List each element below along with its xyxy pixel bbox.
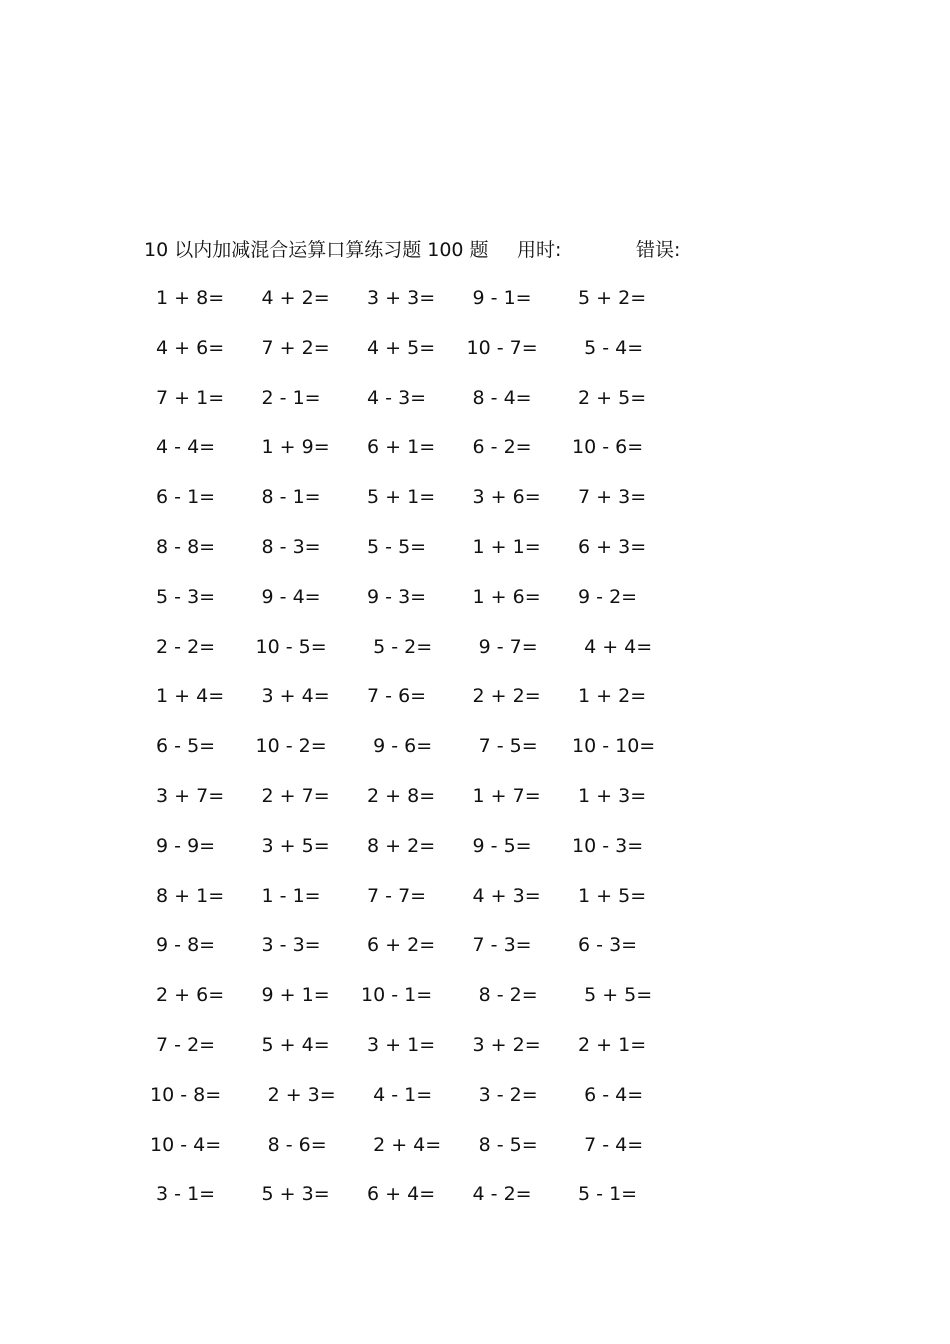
problem-item: 3 - 2= <box>466 1083 538 1106</box>
problem-item: 1 + 8= <box>150 287 225 309</box>
problem-row <box>150 1031 710 1081</box>
problem-item: 5 - 2= <box>361 635 433 658</box>
problem-row <box>150 633 710 683</box>
problem-item: 6 + 2= <box>361 934 436 957</box>
problem-row <box>150 384 710 434</box>
problem-item: 4 - 2= <box>466 1183 532 1206</box>
problem-item: 8 - 3= <box>255 535 321 558</box>
problem-item: 10 - 10= <box>572 735 656 758</box>
problem-item: 6 - 1= <box>150 486 216 509</box>
problem-item: 3 - 1= <box>150 1183 216 1206</box>
problem-item: 3 + 4= <box>255 685 330 708</box>
problem-item: 3 + 2= <box>466 1033 541 1056</box>
problem-item: 9 - 2= <box>572 585 638 608</box>
problem-item: 7 - 4= <box>572 1133 644 1156</box>
problem-item: 8 - 4= <box>466 386 532 409</box>
problem-item: 9 - 4= <box>255 585 321 608</box>
problem-item: 2 + 8= <box>361 784 436 807</box>
problem-row <box>150 433 710 483</box>
problem-item: 9 - 9= <box>150 834 216 857</box>
problem-item: 1 + 5= <box>572 884 647 907</box>
problem-item: 5 - 5= <box>361 535 427 558</box>
problem-item: 3 - 3= <box>255 934 321 957</box>
problem-item: 9 - 5= <box>466 834 532 857</box>
problem-item: 2 + 4= <box>361 1133 442 1156</box>
problem-row <box>150 1131 710 1181</box>
problem-item: 1 + 2= <box>572 685 647 708</box>
problem-item: 1 + 6= <box>466 585 541 608</box>
problem-item: 7 - 7= <box>361 884 427 907</box>
problem-item: 8 - 6= <box>255 1133 327 1156</box>
problem-row <box>150 284 710 334</box>
problem-item: 7 + 2= <box>255 336 330 359</box>
problem-item: 6 - 3= <box>572 934 638 957</box>
problem-row <box>150 682 710 732</box>
problem-item: 3 + 1= <box>361 1033 436 1056</box>
time-used-label: 用时: <box>517 239 562 261</box>
problem-item: 4 + 2= <box>255 287 330 309</box>
problem-item: 1 + 4= <box>150 685 225 708</box>
problem-row <box>150 533 710 583</box>
problem-item: 7 - 3= <box>466 934 532 957</box>
problem-item: 5 - 4= <box>572 336 644 359</box>
problem-item: 8 + 2= <box>361 834 436 857</box>
problem-row <box>150 1081 710 1131</box>
problem-item: 5 + 2= <box>572 287 647 309</box>
problem-item: 8 - 1= <box>255 486 321 509</box>
problem-item: 8 - 2= <box>466 984 538 1007</box>
problem-item: 10 - 8= <box>150 1083 222 1106</box>
problem-item: 8 + 1= <box>150 884 225 907</box>
problem-item: 10 - 6= <box>572 436 644 459</box>
problem-item: 4 - 3= <box>361 386 427 409</box>
problem-item: 7 + 1= <box>150 386 225 409</box>
problem-item: 6 - 5= <box>150 735 216 758</box>
problem-item: 8 - 5= <box>466 1133 538 1156</box>
worksheet-title: 10 以内加减混合运算口算练习题 100 题 <box>144 239 489 261</box>
error-count-label: 错误: <box>636 239 681 261</box>
problem-item: 2 + 7= <box>255 784 330 807</box>
problem-item: 5 - 1= <box>572 1183 638 1206</box>
problem-item: 9 - 7= <box>466 635 538 658</box>
problem-item: 3 + 6= <box>466 486 541 509</box>
problem-item: 4 - 4= <box>150 436 216 459</box>
problem-row <box>150 732 710 782</box>
problem-row <box>150 832 710 882</box>
problem-item: 2 + 5= <box>572 386 647 409</box>
problem-item: 9 - 3= <box>361 585 427 608</box>
problem-item: 6 - 2= <box>466 436 532 459</box>
problem-item: 5 + 1= <box>361 486 436 509</box>
problem-item: 1 + 3= <box>572 784 647 807</box>
problem-item: 3 + 5= <box>255 834 330 857</box>
problem-grid <box>150 284 710 1230</box>
problem-item: 4 + 6= <box>150 336 225 359</box>
problem-item: 3 + 3= <box>361 287 436 309</box>
problem-item: 3 + 7= <box>150 784 225 807</box>
problem-item: 1 + 1= <box>466 535 541 558</box>
problem-item: 2 + 2= <box>466 685 541 708</box>
problem-item: 6 + 1= <box>361 436 436 459</box>
problem-row <box>150 882 710 932</box>
problem-item: 10 - 1= <box>361 984 433 1007</box>
problem-row <box>150 483 710 533</box>
problem-row <box>150 981 710 1031</box>
problem-item: 4 - 1= <box>361 1083 433 1106</box>
problem-item: 10 - 4= <box>150 1133 222 1156</box>
problem-item: 1 + 7= <box>466 784 541 807</box>
problem-row <box>150 1180 710 1230</box>
problem-item: 2 + 1= <box>572 1033 647 1056</box>
problem-row <box>150 782 710 832</box>
problem-item: 6 + 4= <box>361 1183 436 1206</box>
problem-row <box>150 334 710 384</box>
problem-item: 2 + 3= <box>255 1083 336 1106</box>
problem-item: 5 + 5= <box>572 984 653 1007</box>
problem-item: 9 - 1= <box>466 287 532 309</box>
problem-item: 7 + 3= <box>572 486 647 509</box>
problem-item: 7 - 6= <box>361 685 427 708</box>
problem-item: 7 - 5= <box>466 735 538 758</box>
problem-item: 10 - 5= <box>255 635 327 658</box>
problem-row <box>150 583 710 633</box>
problem-item: 6 - 4= <box>572 1083 644 1106</box>
problem-item: 9 + 1= <box>255 984 330 1007</box>
problem-item: 2 - 2= <box>150 635 216 658</box>
problem-item: 9 - 6= <box>361 735 433 758</box>
problem-item: 1 - 1= <box>255 884 321 907</box>
problem-item: 5 + 3= <box>255 1183 330 1206</box>
problem-item: 9 - 8= <box>150 934 216 957</box>
problem-item: 2 - 1= <box>255 386 321 409</box>
problem-item: 5 + 4= <box>255 1033 330 1056</box>
problem-item: 1 + 9= <box>255 436 330 459</box>
problem-item: 10 - 7= <box>466 336 538 359</box>
problem-item: 4 + 4= <box>572 635 653 658</box>
problem-row <box>150 931 710 981</box>
problem-item: 2 + 6= <box>150 984 225 1007</box>
problem-item: 5 - 3= <box>150 585 216 608</box>
problem-item: 4 + 5= <box>361 336 436 359</box>
problem-item: 10 - 3= <box>572 834 644 857</box>
problem-item: 6 + 3= <box>572 535 647 558</box>
problem-item: 8 - 8= <box>150 535 216 558</box>
problem-item: 7 - 2= <box>150 1033 216 1056</box>
problem-item: 10 - 2= <box>255 735 327 758</box>
problem-item: 4 + 3= <box>466 884 541 907</box>
